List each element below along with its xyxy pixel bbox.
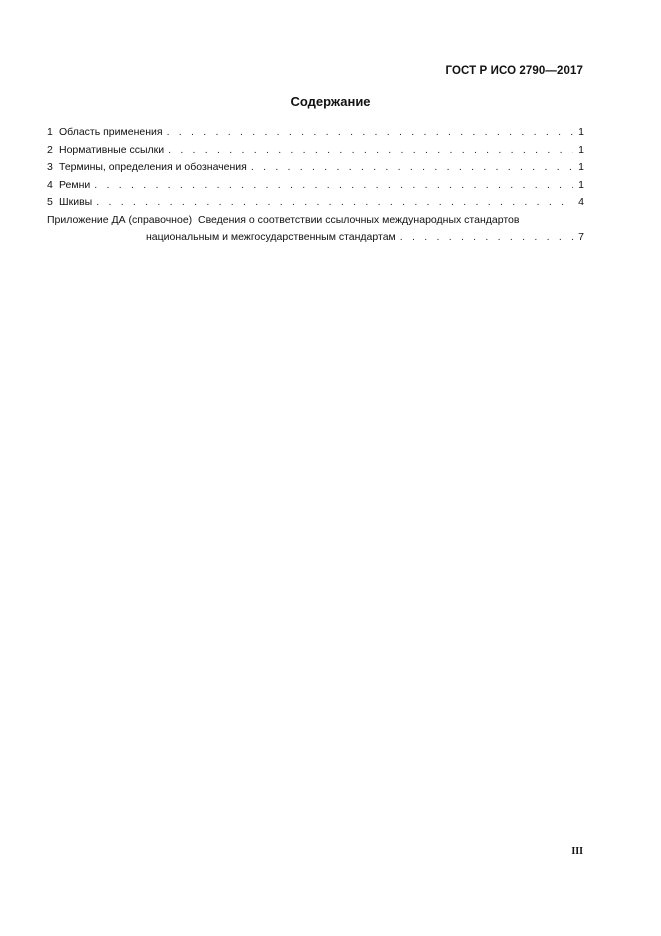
toc-item-page: 1 [578, 126, 584, 138]
toc-item-number: 5 [47, 196, 53, 208]
toc-item[interactable] [47, 179, 584, 197]
toc-item-text: Нормативные ссылки [59, 143, 165, 156]
toc-item-page: 1 [578, 161, 584, 173]
toc-item-number: 4 [47, 178, 53, 191]
toc-appendix-line-1 [47, 214, 584, 232]
toc-appendix-page: 7 [578, 231, 584, 243]
toc-leader-dots [167, 126, 573, 138]
toc-appendix-line-2 [47, 231, 584, 249]
toc-item-number: 2 [47, 143, 53, 156]
toc-item-text: Ремни [59, 178, 91, 191]
toc-item[interactable] [47, 144, 584, 162]
toc-item-label [47, 126, 163, 138]
toc-item-text: Термины, определения и обозначения [59, 161, 247, 173]
toc-leader-dots [94, 179, 573, 191]
toc-appendix-item[interactable] [47, 214, 584, 249]
toc-appendix-title-line-1: Сведения о соответствии ссылочных международных стандартов [198, 213, 520, 226]
toc-item-label [47, 144, 164, 156]
toc-item-number: 1 [47, 126, 53, 138]
toc-leader-dots [400, 231, 573, 243]
toc-item-page: 1 [578, 178, 584, 191]
toc-item-page: 1 [578, 143, 584, 156]
page-number: III [571, 846, 583, 857]
toc-title: Содержание [290, 94, 371, 109]
toc-item[interactable] [47, 161, 584, 179]
toc-appendix-title-line-2: национальным и межгосударственным стандартам [146, 231, 396, 243]
toc-item-label [47, 161, 247, 173]
toc-appendix-prefix: Приложение ДА (справочное) [47, 213, 193, 226]
toc-item-label [47, 179, 90, 191]
toc-item-number: 3 [47, 161, 53, 173]
toc-item[interactable] [47, 126, 584, 144]
toc-leader-dots [96, 196, 573, 208]
doc-code: ГОСТ Р ИСО 2790—2017 [445, 65, 583, 77]
toc-item-text: Шкивы [59, 196, 93, 208]
toc-item-text: Область применения [59, 126, 163, 138]
toc-item[interactable] [47, 196, 584, 214]
toc-item-page: 4 [578, 196, 584, 208]
table-of-contents [47, 126, 584, 249]
toc-leader-dots [251, 161, 573, 173]
toc-leader-dots [168, 144, 573, 156]
toc-item-label [47, 196, 92, 208]
